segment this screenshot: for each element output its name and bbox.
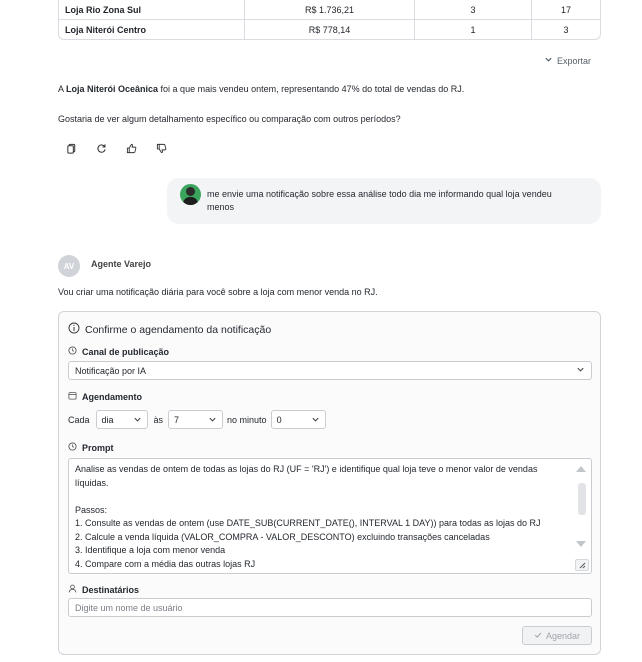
highlight-store: Loja Niterói Oceânica bbox=[66, 84, 159, 94]
count-cell: 3 bbox=[563, 24, 569, 35]
channel-select[interactable] bbox=[68, 361, 592, 380]
resize-handle-icon[interactable] bbox=[575, 559, 589, 571]
minute-label: no minuto bbox=[227, 414, 267, 425]
hour-value: 7 bbox=[174, 414, 180, 425]
sales-cell: R$ 778,14 bbox=[245, 20, 415, 39]
export-button[interactable] bbox=[544, 55, 591, 66]
message-actions bbox=[64, 141, 168, 155]
prompt-line bbox=[75, 490, 585, 504]
count-cell: 17 bbox=[560, 4, 571, 15]
store-name-cell: Loja Niterói Centro bbox=[59, 20, 245, 39]
agent-avatar: AV bbox=[58, 255, 80, 277]
prompt-label: Prompt bbox=[68, 442, 114, 453]
hour-select[interactable] bbox=[168, 410, 223, 429]
chevron-down-icon bbox=[544, 55, 553, 66]
count-cell: 1 bbox=[415, 20, 532, 39]
chevron-down-icon bbox=[311, 415, 320, 424]
prompt-line: 4. Compare com a média das outras lojas RJ bbox=[75, 558, 256, 569]
clock-icon bbox=[68, 442, 77, 453]
chevron-down-icon bbox=[133, 415, 142, 424]
channel-label: Canal de publicação bbox=[68, 346, 169, 357]
schedule-row bbox=[68, 410, 326, 429]
store-name-cell: Loja Rio Zona Sul bbox=[59, 0, 245, 19]
prompt-line: 1. Consulte as vendas de ontem (use DATE_SUB(CURRENT_DATE(), INTERVAL 1 DAY)) para todas as lojas do RJ bbox=[75, 518, 541, 528]
scrollbar-thumb[interactable] bbox=[578, 483, 586, 515]
assistant-followup: Gostaria de ver algum detalhamento específico ou comparação com outros períodos? bbox=[58, 114, 401, 124]
card-title-text: Confirme o agendamento da notificação bbox=[85, 323, 272, 336]
count-cell: 3 bbox=[415, 0, 532, 19]
schedule-label: Agendamento bbox=[68, 391, 142, 402]
recipients-input[interactable] bbox=[68, 598, 592, 617]
schedule-button[interactable] bbox=[522, 626, 592, 645]
prompt-line: 3. Identifique a loja com menor venda bbox=[75, 545, 226, 555]
table-row bbox=[59, 19, 600, 39]
prompt-line: Passos: bbox=[75, 504, 108, 515]
assistant-summary: A Loja Niterói Oceânica foi a que mais vendeu ontem, representando 47% do total de vendas do RJ. bbox=[58, 84, 465, 94]
schedule-button-label: Agendar bbox=[545, 630, 581, 641]
agent-name: Agente Varejo bbox=[91, 259, 152, 269]
scroll-down-arrow[interactable] bbox=[576, 541, 586, 547]
user-message-text: me envie uma notificação sobre essa análise todo dia me informando qual loja vendeu menos bbox=[207, 189, 552, 212]
calendar-icon bbox=[68, 391, 77, 402]
refresh-icon[interactable] bbox=[94, 141, 108, 155]
prompt-line: Analise as vendas de ontem de todas as lojas do RJ (UF = 'RJ') e identifique qual loja teve o menor valor de vendas líquidas. bbox=[75, 464, 538, 488]
clock-icon bbox=[68, 346, 77, 357]
thumbs-up-icon[interactable] bbox=[124, 141, 138, 155]
chevron-down-icon bbox=[208, 415, 217, 424]
cada-label: Cada bbox=[68, 414, 90, 425]
card-title bbox=[68, 322, 271, 337]
sales-cell: R$ 1.736,21 bbox=[245, 0, 415, 19]
chevron-down-icon bbox=[576, 365, 585, 376]
recipients-label: Destinatários bbox=[68, 584, 139, 595]
copy-icon[interactable] bbox=[64, 141, 78, 155]
thumbs-down-icon[interactable] bbox=[154, 141, 168, 155]
scroll-up-arrow[interactable] bbox=[576, 466, 586, 472]
minute-select[interactable] bbox=[271, 410, 326, 429]
sales-table bbox=[58, 0, 601, 40]
user-icon bbox=[68, 584, 77, 595]
table-row bbox=[59, 0, 600, 19]
minute-value: 0 bbox=[276, 414, 282, 425]
channel-select-value: Notificação por IA bbox=[75, 365, 147, 376]
prompt-textarea[interactable] bbox=[68, 458, 592, 574]
notification-confirm-card bbox=[58, 311, 601, 655]
frequency-select[interactable] bbox=[96, 410, 148, 429]
info-icon bbox=[68, 322, 80, 337]
check-icon bbox=[534, 631, 542, 641]
as-label: às bbox=[153, 414, 164, 425]
prompt-line: 2. Calcule a venda líquida (VALOR_COMPRA - VALOR_DESCONTO) excluindo transações canceladas bbox=[75, 531, 490, 542]
agent-reply: Vou criar uma notificação diária para você sobre a loja com menor venda no RJ. bbox=[58, 287, 378, 297]
export-label: Exportar bbox=[557, 55, 592, 66]
user-avatar bbox=[180, 184, 201, 205]
frequency-value: dia bbox=[101, 414, 114, 425]
